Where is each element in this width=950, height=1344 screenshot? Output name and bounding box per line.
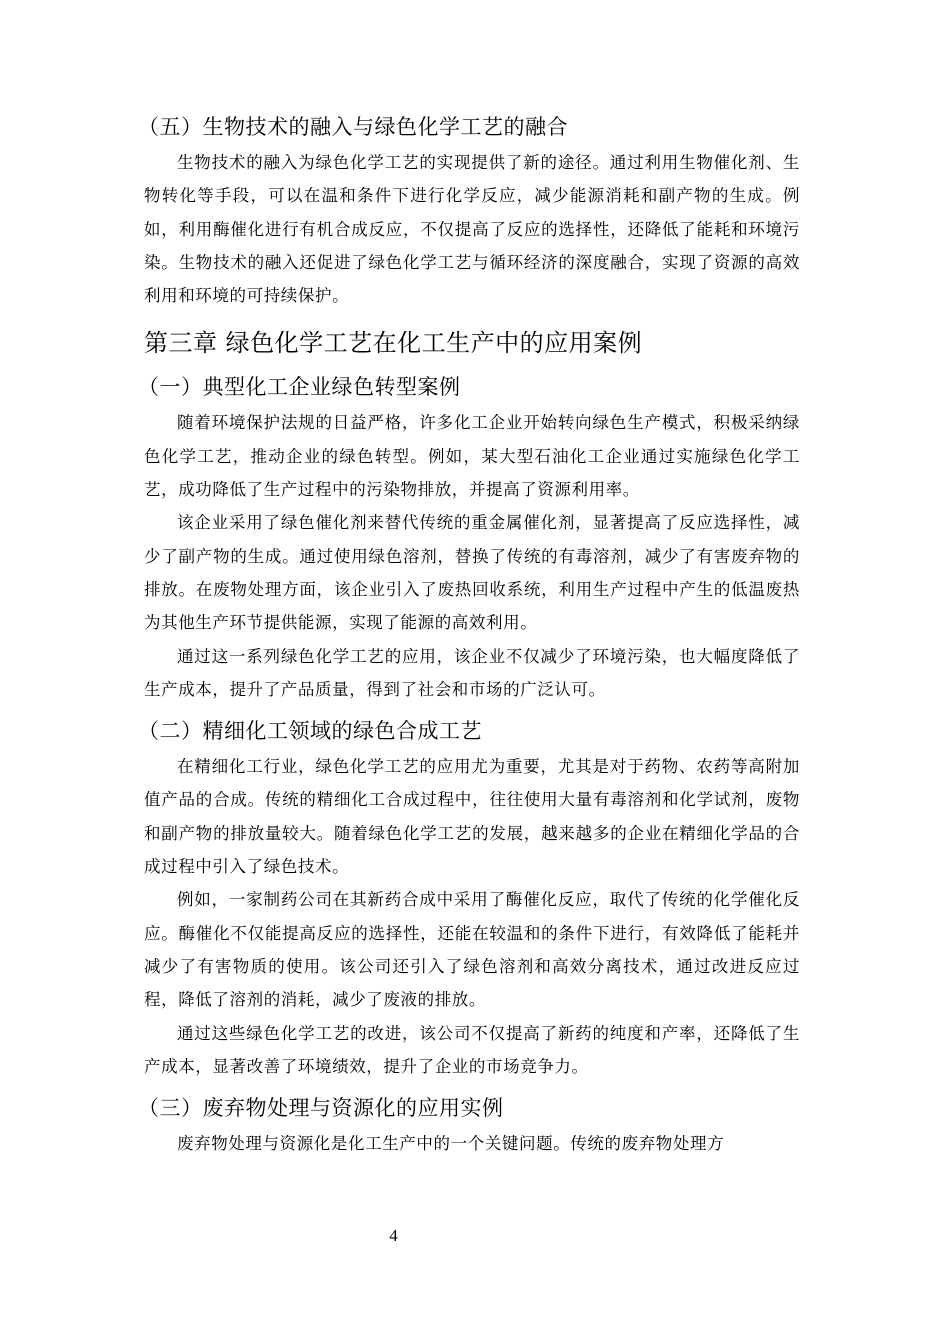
section-heading-case-3: （三）废弃物处理与资源化的应用实例 — [138, 1096, 504, 1121]
paragraph: 例如，一家制药公司在其新药合成中采用了酶催化反应，取代了传统的化学催化反应。酶催化不仅能提高反应的选择性，还能在较温和的条件下进行，有效降低了能耗并减少了有害物质的使用。该公司还引入了绿色溶剂和高效分离技术，通过改进反应过程，降低了溶剂的消耗，减少了废液的排放。 — [144, 890, 800, 1010]
section-heading-5: （五）生物技术的融入与绿色化学工艺的融合 — [138, 115, 568, 139]
section-heading-case-1: （一）典型化工企业绿色转型案例 — [138, 375, 461, 400]
paragraph: 在精细化工行业，绿色化学工艺的应用尤为重要，尤其是对于药物、农药等高附加值产品的合成。传统的精细化工合成过程中，往往使用大量有毒溶剂和化学试剂，废物和副产物的排放量较大。随着绿色化学工艺的发展，越来越多的企业在精细化学品的合成过程中引入了绿色技术。 — [144, 757, 800, 877]
document-page — [138, 112, 800, 1160]
spacer — [144, 706, 800, 716]
paragraph: 该企业采用了绿色催化剂来替代传统的重金属催化剂，显著提高了反应选择性，减少了副产物的生成。通过使用绿色溶剂，替换了传统的有毒溶剂，减少了有害废弃物的排放。在废物处理方面，该企业引入了废热回收系统，利用生产过程中产生的低温废热为其他生产环节提供能源，实现了能源的高效利用。 — [144, 513, 800, 633]
paragraph: 生物技术的融入为绿色化学工艺的实现提供了新的途径。通过利用生物催化剂、生物转化等手段，可以在温和条件下进行化学反应，减少能源消耗和副产物的生成。例如，利用酶催化进行有机合成反应，不仅提高了反应的选择性，还降低了能耗和环境污染。生物技术的融入还促进了绿色化学工艺与循环经济的深度融合，实现了资源的高效利用和环境的可持续保护。 — [144, 153, 800, 306]
section-heading-case-2: （二）精细化工领域的绿色合成工艺 — [138, 719, 482, 744]
paragraph: 废弃物处理与资源化是化工生产中的一个关键问题。传统的废弃物处理方 — [177, 1134, 725, 1154]
paragraph: 随着环境保护法规的日益严格，许多化工企业开始转向绿色生产模式，积极采纳绿色化学工艺，推动企业的绿色转型。例如，某大型石油化工企业通过实施绿色化学工艺，成功降低了生产过程中的污染物排放，并提高了资源利用率。 — [144, 413, 800, 500]
page-number: 4 — [389, 1226, 398, 1245]
spacer — [144, 1083, 800, 1093]
paragraph: 通过这一系列绿色化学工艺的应用，该企业不仅减少了环境污染，也大幅度降低了生产成本，提升了产品质量，得到了社会和市场的广泛认可。 — [144, 646, 800, 699]
chapter-heading-3: 第三章 绿色化学工艺在化工生产中的应用案例 — [144, 329, 643, 358]
paragraph: 通过这些绿色化学工艺的改进，该公司不仅提高了新药的纯度和产率，还降低了生产成本，显著改善了环境绩效，提升了企业的市场竞争力。 — [144, 1023, 800, 1076]
